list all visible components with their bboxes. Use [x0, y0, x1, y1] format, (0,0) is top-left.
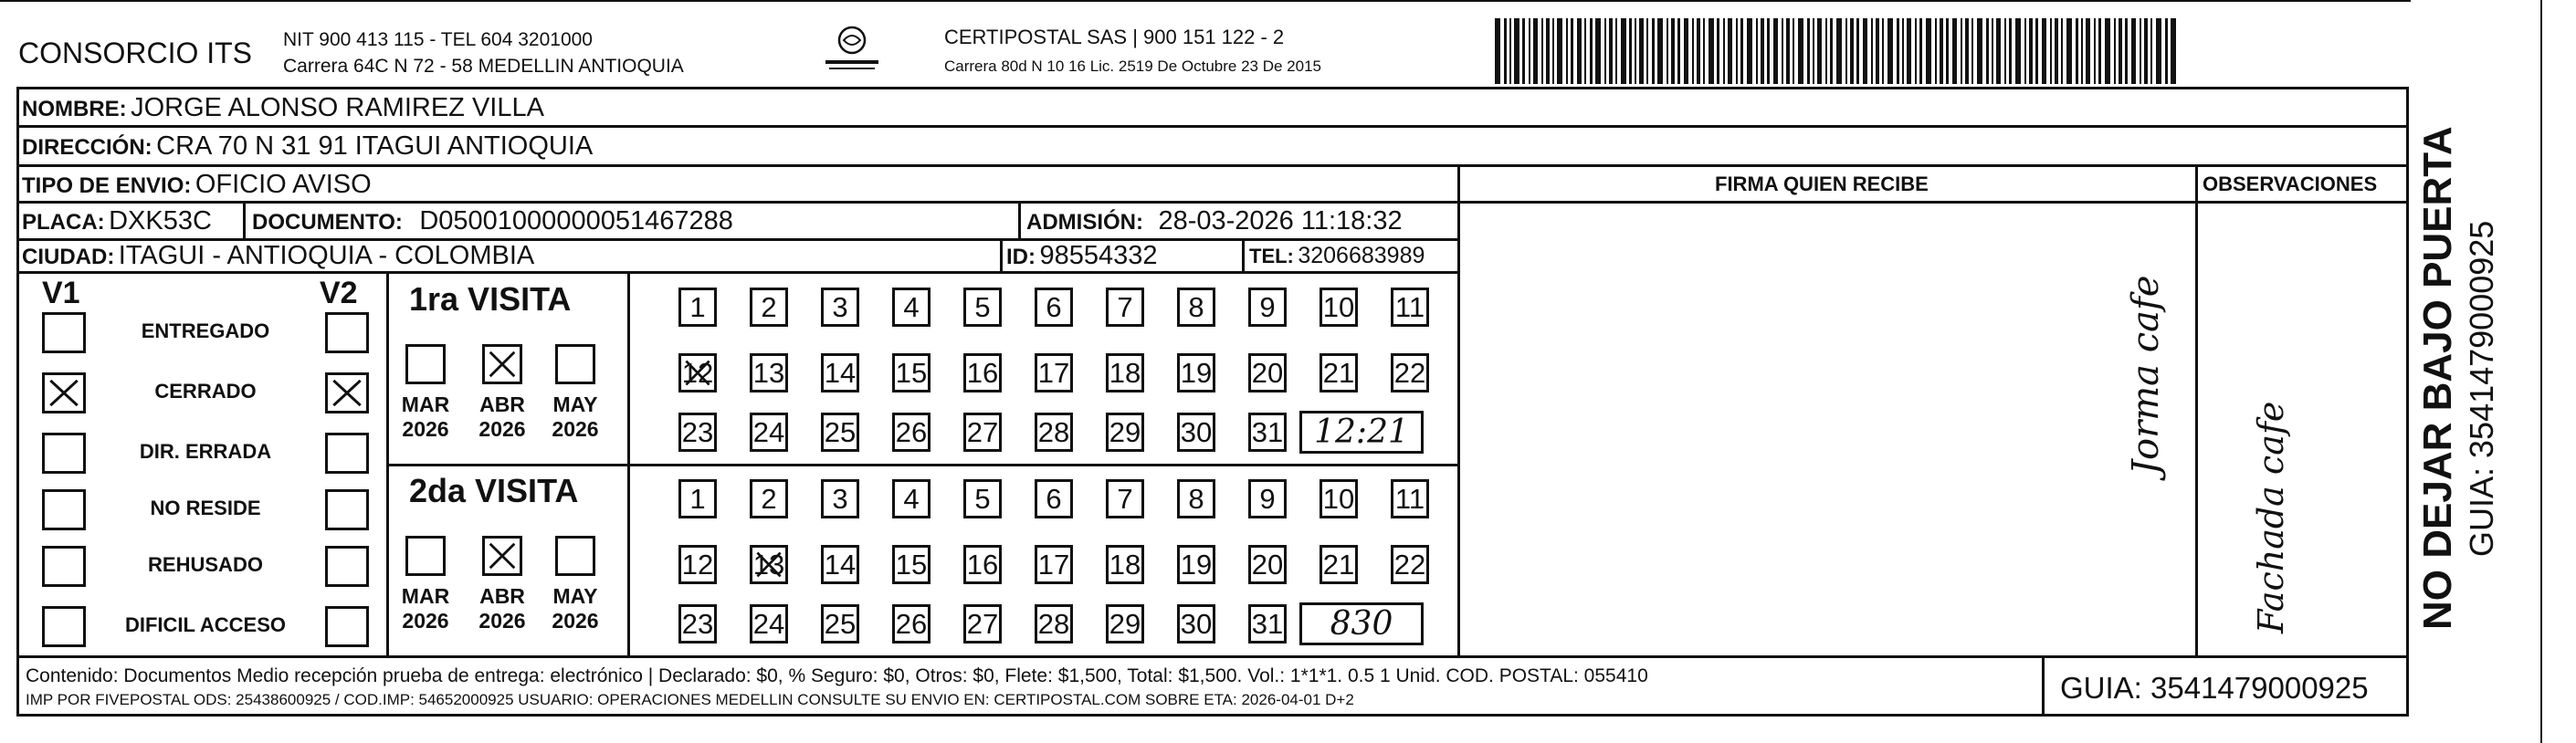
day-number: 26: [895, 607, 928, 640]
day-number: 12: [681, 356, 714, 389]
id-label: ID:: [1006, 245, 1036, 269]
day-number: 2: [761, 482, 777, 515]
visit-1-title: 1ra VISITA: [409, 280, 572, 318]
tel-value: 3206683989: [1298, 243, 1425, 268]
day-box[interactable]: [678, 479, 717, 518]
day-mark-icon: [681, 356, 714, 390]
day-mark-icon: [752, 548, 785, 581]
day-number: 7: [1117, 290, 1133, 323]
day-box[interactable]: [1106, 288, 1144, 327]
status-checkbox-v1[interactable]: [42, 489, 86, 530]
status-label: DIFICIL ACCESO: [124, 613, 286, 636]
day-number: 3: [832, 290, 848, 323]
year-label: 2026: [402, 609, 449, 633]
day-number: 20: [1251, 548, 1284, 581]
id-value: 98554332: [1039, 241, 1158, 270]
status-checkbox-v2[interactable]: [325, 433, 369, 474]
day-number: 24: [752, 415, 785, 448]
day-number: 17: [1037, 356, 1070, 389]
day-box[interactable]: [678, 353, 717, 392]
day-box[interactable]: [821, 479, 859, 518]
day-box[interactable]: [892, 545, 931, 584]
day-box[interactable]: [750, 353, 788, 392]
firma-header: FIRMA QUIEN RECIBE: [1715, 173, 1929, 195]
direccion-row: [22, 133, 593, 160]
month-label: MAR: [401, 584, 450, 608]
day-box[interactable]: [892, 413, 931, 452]
day-number: 28: [1037, 607, 1070, 640]
day-box[interactable]: [1391, 479, 1429, 518]
day-box[interactable]: [1320, 545, 1358, 584]
day-number: 5: [974, 482, 991, 515]
status-checkbox-v1[interactable]: [42, 546, 86, 587]
day-box[interactable]: [1177, 545, 1215, 584]
day-box[interactable]: [963, 479, 1002, 518]
month-label: ABR: [479, 584, 525, 608]
day-number: 18: [1109, 548, 1141, 581]
observaciones-header: OBSERVACIONES: [2203, 173, 2378, 195]
day-box[interactable]: [1391, 545, 1429, 584]
day-number: 13: [752, 548, 785, 581]
ciudad-row: [22, 243, 534, 269]
id-row: [1006, 243, 1157, 269]
day-box[interactable]: [1106, 479, 1144, 518]
side-guia: GUIA: 3541479000925: [2463, 220, 2500, 557]
footer-line-2: IMP POR FIVEPOSTAL ODS: 25438600925 / COD.IMP: 54652000925 USUARIO: OPERACIONES MEDELLIN CONSULTE SU ENVIO EN: CERTIPOSTAL.COM SOBRE ETA: 2026-04-01 D+2: [26, 691, 1354, 708]
admision-value: 28-03-2026 11:18:32: [1158, 206, 1403, 235]
day-number: 6: [1046, 290, 1062, 323]
day-number: 29: [1109, 415, 1141, 448]
day-number: 16: [966, 356, 999, 389]
day-number: 15: [895, 356, 928, 389]
direccion-label: DIRECCIÓN:: [22, 135, 152, 160]
carrier-address: Carrera 80d N 10 16 Lic. 2519 De Octubre 23 De 2015: [944, 58, 1321, 75]
day-box[interactable]: [821, 413, 859, 452]
placa-label: PLACA:: [22, 210, 105, 235]
day-box[interactable]: [1035, 413, 1073, 452]
day-box[interactable]: [1106, 413, 1144, 452]
day-box[interactable]: [1035, 604, 1073, 644]
day-box[interactable]: [1177, 604, 1215, 644]
day-number: 14: [824, 356, 857, 389]
day-box[interactable]: [678, 288, 717, 327]
observacion-note-2: Fachada cafe: [2251, 401, 2291, 633]
day-number: 4: [903, 290, 920, 323]
day-box[interactable]: [892, 288, 931, 327]
observacion-note-1: Jorma cafe: [2125, 275, 2167, 475]
day-number: 11: [1394, 482, 1425, 515]
day-box[interactable]: [678, 604, 717, 644]
day-box[interactable]: [963, 545, 1002, 584]
tel-row: [1249, 245, 1425, 267]
day-number: 23: [681, 607, 714, 640]
day-number: 30: [1180, 415, 1213, 448]
day-number: 1: [689, 290, 706, 323]
day-box[interactable]: [963, 604, 1002, 644]
month-label: MAY: [552, 392, 598, 416]
day-number: 26: [895, 415, 928, 448]
barcode: [1495, 18, 2180, 84]
year-label: 2026: [402, 417, 449, 441]
v1-label: V1: [42, 276, 80, 310]
day-box[interactable]: [1320, 288, 1358, 327]
day-number: 24: [752, 607, 785, 640]
day-number: 9: [1259, 482, 1276, 515]
status-checkbox-v1[interactable]: [42, 372, 86, 413]
day-number: 7: [1117, 482, 1133, 515]
day-number: 8: [1188, 290, 1204, 323]
day-box[interactable]: [1177, 479, 1215, 518]
month-label: MAY: [552, 584, 598, 608]
ciudad-label: CIUDAD:: [22, 245, 115, 269]
time-value: 12:21: [1314, 413, 1409, 451]
day-number: 21: [1322, 356, 1355, 389]
day-number: 25: [824, 415, 857, 448]
day-number: 28: [1037, 415, 1070, 448]
day-number: 10: [1322, 290, 1355, 323]
day-box[interactable]: [1248, 479, 1287, 518]
day-box[interactable]: [892, 479, 931, 518]
year-label: 2026: [552, 609, 599, 633]
company-nit: NIT 900 413 115 - TEL 604 3201000: [283, 29, 593, 50]
status-checkbox-v2[interactable]: [325, 312, 369, 353]
status-label: NO RESIDE: [150, 497, 261, 519]
day-box[interactable]: [963, 353, 1002, 392]
status-checkbox-v1[interactable]: [42, 312, 86, 353]
status-checkbox-v2[interactable]: [325, 372, 369, 413]
month-checkbox-abr[interactable]: [482, 536, 522, 576]
day-number: 12: [681, 548, 714, 581]
v2-label: V2: [320, 276, 358, 310]
status-checkbox-v2[interactable]: [325, 546, 369, 587]
company-name: CONSORCIO ITS: [18, 37, 253, 69]
placa-row: [22, 208, 212, 235]
day-number: 15: [895, 548, 928, 581]
day-number: 1: [689, 482, 706, 515]
day-number: 30: [1180, 607, 1213, 640]
admision-label: ADMISIÓN:: [1026, 210, 1143, 235]
tipo-envio-row: [22, 172, 372, 198]
status-label: REHUSADO: [148, 553, 263, 576]
day-number: 19: [1180, 356, 1213, 389]
documento-label: DOCUMENTO:: [252, 210, 403, 235]
day-number: 27: [966, 415, 999, 448]
month-checkbox-mar[interactable]: [405, 536, 446, 576]
footer-guia: GUIA: 3541479000925: [2060, 671, 2369, 705]
time-box[interactable]: [1299, 411, 1424, 454]
status-checkbox-v2[interactable]: [325, 606, 369, 647]
day-number: 6: [1046, 482, 1062, 515]
day-number: 22: [1393, 356, 1426, 389]
direccion-value: CRA 70 N 31 91 ITAGUI ANTIOQUIA: [156, 131, 594, 161]
nombre-label: NOMBRE:: [22, 97, 127, 121]
day-number: 22: [1393, 548, 1426, 581]
day-number: 27: [966, 607, 999, 640]
day-number: 21: [1322, 548, 1355, 581]
day-number: 18: [1109, 356, 1141, 389]
day-number: 20: [1251, 356, 1284, 389]
day-box[interactable]: [1106, 545, 1144, 584]
day-box[interactable]: [963, 413, 1002, 452]
day-box[interactable]: [963, 288, 1002, 327]
day-box[interactable]: [1320, 479, 1358, 518]
day-box[interactable]: [1035, 479, 1073, 518]
day-box[interactable]: [1391, 288, 1429, 327]
month-label: ABR: [479, 392, 525, 416]
year-label: 2026: [552, 417, 599, 441]
day-number: 31: [1251, 415, 1284, 448]
day-number: 31: [1251, 607, 1284, 640]
day-box[interactable]: [821, 353, 859, 392]
month-checkbox-may[interactable]: [555, 344, 595, 384]
day-box[interactable]: [1106, 353, 1144, 392]
placa-value: DXK53C: [109, 206, 212, 235]
day-box[interactable]: [821, 288, 859, 327]
month-label: MAR: [401, 392, 450, 416]
year-label: 2026: [478, 609, 526, 633]
admision-row: [1026, 208, 1403, 235]
status-label: ENTREGADO: [141, 319, 270, 342]
day-number: 9: [1259, 290, 1276, 323]
day-box[interactable]: [892, 604, 931, 644]
day-box[interactable]: [1177, 288, 1215, 327]
day-box[interactable]: [1035, 288, 1073, 327]
signature-area[interactable]: [1461, 203, 2193, 654]
day-number: 8: [1188, 482, 1204, 515]
status-checkbox-v1[interactable]: [42, 606, 86, 647]
day-box[interactable]: [1106, 604, 1144, 644]
day-number: 29: [1109, 607, 1141, 640]
status-label: DIR. ERRADA: [139, 440, 272, 463]
footer-line-1: Contenido: Documentos Medio recepción prueba de entrega: electrónico | Declarado: $0, % Seguro: $0, Otros: $0, Flete: $1,500, Total: $1,500. Vol.: 1*1*1. 0.5 1 Unid. COD. POSTAL: 055410: [26, 665, 1648, 686]
day-number: 17: [1037, 548, 1070, 581]
day-number: 19: [1180, 548, 1213, 581]
tel-label: TEL:: [1249, 245, 1294, 267]
nombre-value: JORGE ALONSO RAMIREZ VILLA: [131, 93, 544, 122]
day-box[interactable]: [821, 604, 859, 644]
day-box[interactable]: [1248, 413, 1287, 452]
day-box[interactable]: [1248, 353, 1287, 392]
month-checkbox-abr[interactable]: [482, 344, 522, 384]
time-box[interactable]: [1299, 602, 1424, 645]
day-number: 25: [824, 607, 857, 640]
day-box[interactable]: [892, 353, 931, 392]
day-box[interactable]: [821, 545, 859, 584]
day-box[interactable]: [678, 545, 717, 584]
day-number: 5: [974, 290, 991, 323]
status-checkbox-v2[interactable]: [325, 489, 369, 530]
time-value: 830: [1330, 605, 1393, 643]
ciudad-value: ITAGUI - ANTIOQUIA - COLOMBIA: [118, 241, 535, 270]
month-checkbox-may[interactable]: [555, 536, 595, 576]
nombre-row: [22, 95, 544, 121]
day-box[interactable]: [1177, 413, 1215, 452]
day-box[interactable]: [1248, 604, 1287, 644]
day-box[interactable]: [1391, 353, 1429, 392]
month-checkbox-mar[interactable]: [405, 344, 446, 384]
documento-value: D05001000000051467288: [419, 206, 733, 235]
side-warning: NO DEJAR BAJO PUERTA: [2415, 126, 2460, 630]
day-number: 16: [966, 548, 999, 581]
status-label: CERRADO: [154, 380, 257, 403]
day-box[interactable]: [678, 413, 717, 452]
tipo-envio-label: TIPO DE ENVIO:: [22, 173, 192, 198]
day-box[interactable]: [1035, 353, 1073, 392]
day-box[interactable]: [750, 604, 788, 644]
status-checkbox-v1[interactable]: [42, 433, 86, 474]
day-box[interactable]: [1035, 545, 1073, 584]
day-box[interactable]: [1248, 545, 1287, 584]
day-box[interactable]: [1248, 288, 1287, 327]
day-number: 23: [681, 415, 714, 448]
year-label: 2026: [478, 417, 526, 441]
day-box[interactable]: [1177, 353, 1215, 392]
carrier-name: CERTIPOSTAL SAS | 900 151 122 - 2: [944, 26, 1285, 48]
day-number: 10: [1322, 482, 1355, 515]
day-number: 3: [832, 482, 848, 515]
day-box[interactable]: [750, 479, 788, 518]
day-number: 13: [752, 356, 785, 389]
day-number: 4: [903, 482, 920, 515]
day-box[interactable]: [1320, 353, 1358, 392]
company-address: Carrera 64C N 72 - 58 MEDELLIN ANTIOQUIA: [283, 56, 684, 77]
day-number: 2: [761, 290, 777, 323]
certipostal-logo-icon: [820, 24, 884, 78]
day-number: 14: [824, 548, 857, 581]
day-box[interactable]: [750, 288, 788, 327]
visit-2-title: 2da VISITA: [409, 472, 579, 509]
tipo-envio-value: OFICIO AVISO: [195, 170, 372, 199]
day-number: 11: [1394, 290, 1425, 323]
day-box[interactable]: [750, 545, 788, 584]
documento-row: [252, 208, 733, 235]
day-box[interactable]: [750, 413, 788, 452]
